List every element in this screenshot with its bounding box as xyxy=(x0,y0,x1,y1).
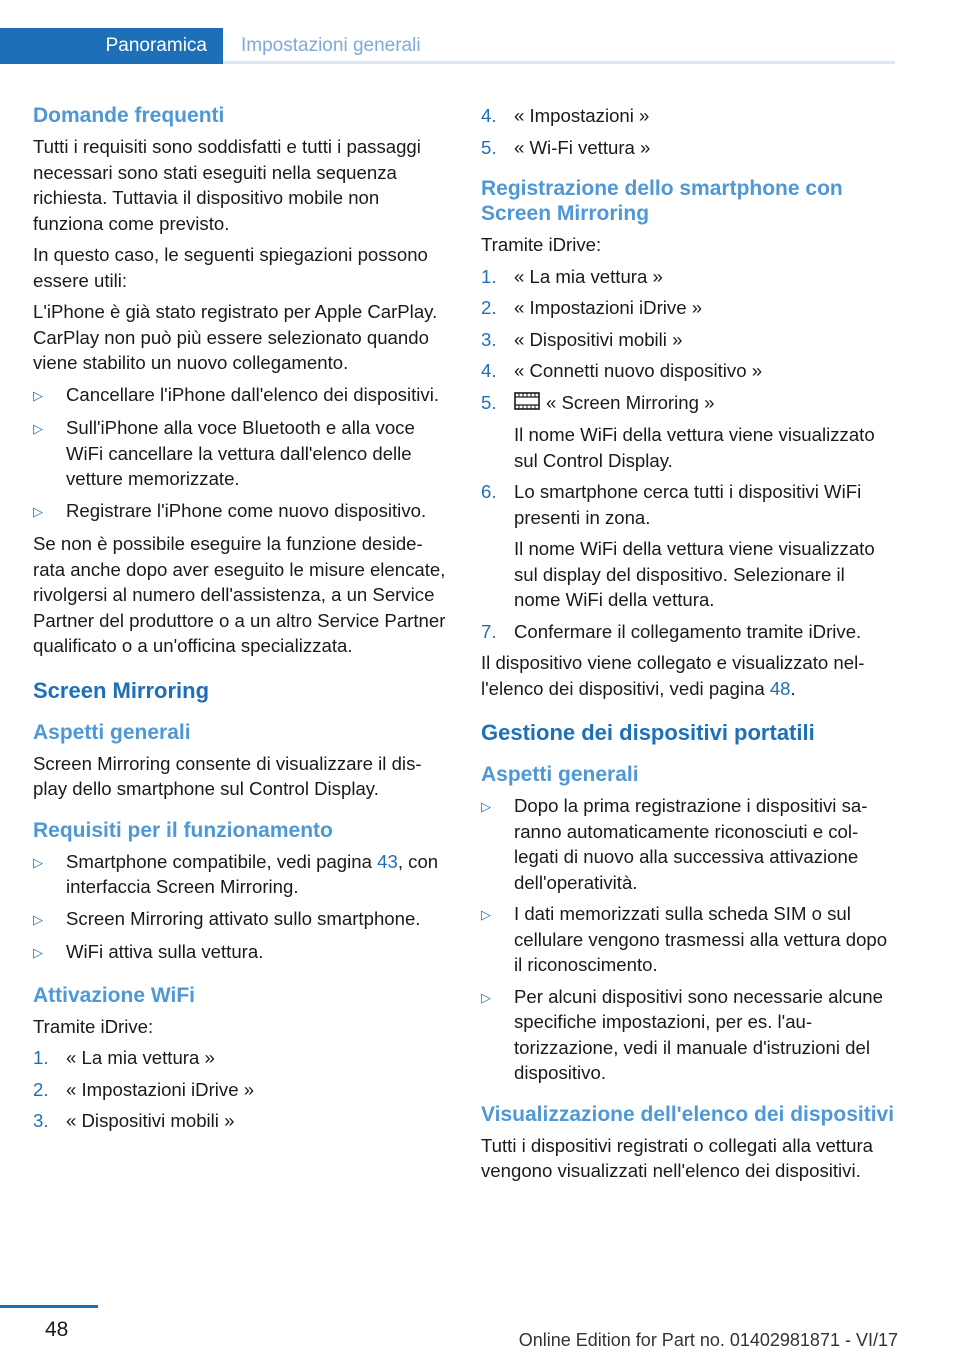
list-item xyxy=(33,382,448,410)
requirement-2: Screen Mirroring attivato sullo smartphone. xyxy=(66,907,421,929)
triangle-right-icon: ▷ xyxy=(33,503,43,519)
left-column xyxy=(33,101,448,1140)
list-item xyxy=(33,498,448,526)
step-number: 5. xyxy=(481,391,497,413)
requirement-1 xyxy=(66,849,448,900)
faq-bullet-2: Sull'iPhone alla voce Bluetooth e alla voce WiFi cancellare la vettura dall'elenco delle vetture memorizzate. xyxy=(66,417,415,489)
step-text: « Impostazioni » xyxy=(514,105,650,126)
step-number: 5. xyxy=(481,136,497,158)
step-5-body xyxy=(514,390,895,474)
registration-intro: Tramite iDrive: xyxy=(481,234,602,255)
faq-paragraph-3: L'iPhone è già stato registrato per Apple CarPlay. CarPlay non può più essere selezionato quando viene stabilito un nuovo collegamento. xyxy=(33,301,438,373)
list-item xyxy=(481,264,895,290)
management-bullet-2: I dati memorizzati sulla scheda SIM o sul cellulare vengono trasmessi alla vettura dopo il riconoscimento. xyxy=(514,903,888,976)
registration-steps-list xyxy=(481,264,895,645)
management-bullet-1: Dopo la prima registrazione i dispositivi saranno automaticamente riconosciuti e collegati di nuovo alla successiva attivazione dell'operatività. xyxy=(514,795,868,893)
screen-mirroring-heading: Screen Mirroring xyxy=(33,677,210,703)
step-text: « Dispositivi mobili » xyxy=(514,328,683,350)
step-text: « Connetti nuovo dispositivo » xyxy=(514,360,763,381)
list-item xyxy=(481,295,895,321)
list-item xyxy=(33,906,448,934)
faq-paragraph-2: In questo caso, le seguenti spiegazioni possono essere utili: xyxy=(33,244,428,291)
faq-paragraph-4: Se non è possibile eseguire la funzione desiderata anche dopo aver eseguito le misure elencate, rivolgersi al numero dell'assistenza, a un Service Partner del produttore o a un altro Service Partner qualificato o a un'officina specializzata. xyxy=(33,533,446,656)
right-column xyxy=(481,101,895,1190)
registration-result xyxy=(481,650,895,701)
triangle-right-icon: ▷ xyxy=(481,989,491,1005)
list-item xyxy=(481,619,895,645)
list-item xyxy=(481,479,895,613)
step-number: 1. xyxy=(481,265,497,287)
faq-bullet-1: Cancellare l'iPhone dall'elenco dei dispositivi. xyxy=(66,383,439,405)
registration-result-text: Il dispositivo viene collegato e visualizzato nell'elenco dei dispositivi, vedi pagina xyxy=(481,652,865,699)
device-list-paragraph: Tutti i dispositivi registrati o collegati alla vettura vengono visualizzati nell'elenco dei dispositivi. xyxy=(481,1134,874,1182)
step-6-text: Lo smartphone cerca tutti i dispositivi WiFi presenti in zona. xyxy=(514,481,862,528)
list-item xyxy=(481,390,895,474)
list-item xyxy=(481,103,895,129)
step-number: 7. xyxy=(481,620,497,642)
wifi-steps-list-continued xyxy=(481,103,895,160)
device-list-heading: Visualizzazione dell'elenco dei dispositivi xyxy=(481,1102,895,1126)
step-text: « Impostazioni iDrive » xyxy=(514,297,703,318)
tab-panoramica-label: Panoramica xyxy=(105,35,207,56)
step-6-body xyxy=(514,479,895,613)
list-item xyxy=(481,984,895,1086)
step-7-text: Confermare il collegamento tramite iDrive. xyxy=(514,620,862,642)
list-item xyxy=(481,327,895,353)
triangle-right-icon: ▷ xyxy=(33,945,43,960)
registration-result-end: . xyxy=(790,677,796,699)
step-text: « Impostazioni iDrive » xyxy=(66,1078,255,1100)
step-number: 1. xyxy=(33,1047,49,1068)
step-number: 2. xyxy=(33,1078,49,1100)
step-text: « La mia vettura » xyxy=(514,265,663,287)
faq-paragraph-1: Tutti i requisiti sono soddisfatti e tutti i passaggi necessari sono stati eseguiti nella sequenza richiesta. Tuttavia il dispositivo mobile non funziona come previsto. xyxy=(33,136,421,234)
step-5-note: Il nome WiFi della vettura viene visualizzato sul Control Display. xyxy=(514,424,875,471)
list-item xyxy=(33,1108,448,1134)
wifi-steps-list xyxy=(33,1045,448,1134)
edition-footer: Online Edition for Part no. 01402981871 - VI/17 xyxy=(518,1330,898,1350)
screen-mirroring-icon xyxy=(514,391,540,417)
faq-bullet-list xyxy=(33,382,448,526)
management-bullet-list xyxy=(481,793,895,1086)
triangle-right-icon: ▷ xyxy=(481,799,491,815)
triangle-right-icon: ▷ xyxy=(33,854,43,870)
faq-heading: Domande frequenti xyxy=(33,104,225,127)
step-5-text: « Screen Mirroring » xyxy=(546,391,715,413)
wifi-intro: Tramite iDrive: xyxy=(33,1015,154,1037)
requirement-3: WiFi attiva sulla vettura. xyxy=(66,941,264,962)
step-number: 4. xyxy=(481,105,497,126)
management-general-heading: Aspetti generali xyxy=(481,763,639,787)
list-item xyxy=(33,415,448,492)
faq-bullet-3: Registrare l'iPhone come nuovo dispositivo. xyxy=(66,499,427,521)
list-item xyxy=(481,358,895,384)
list-item xyxy=(481,901,895,978)
page-link-43[interactable]: 43 xyxy=(377,850,398,872)
step-number: 4. xyxy=(481,360,497,381)
general-paragraph: Screen Mirroring consente di visualizzare il display dello smartphone sul Control Display. xyxy=(33,752,422,799)
step-number: 3. xyxy=(481,328,497,350)
list-item xyxy=(481,793,895,895)
triangle-right-icon: ▷ xyxy=(481,907,491,923)
step-number: 2. xyxy=(481,297,497,318)
management-bullet-3: Per alcuni dispositivi sono necessarie alcune specifiche impostazioni, per es. l'autorizzazione, vedi il manuale d'istruzioni del dispositivo. xyxy=(514,985,883,1084)
list-item xyxy=(33,1077,448,1103)
requirements-list xyxy=(33,849,448,967)
triangle-right-icon: ▷ xyxy=(33,387,43,403)
requirements-heading: Requisiti per il funzionamento xyxy=(33,818,333,842)
wifi-activation-heading: Attivazione WiFi xyxy=(33,983,195,1007)
management-heading: Gestione dei dispositivi portatili xyxy=(481,720,815,746)
step-number: 6. xyxy=(481,481,497,503)
page-number: 48 xyxy=(45,1318,69,1341)
triangle-right-icon: ▷ xyxy=(33,911,43,927)
tab-impostazioni-generali[interactable] xyxy=(241,28,421,64)
page-link-48[interactable]: 48 xyxy=(769,677,791,699)
tab-panoramica[interactable] xyxy=(0,28,223,64)
step-text: « Dispositivi mobili » xyxy=(66,1110,235,1131)
footer-line xyxy=(0,1305,98,1308)
requirement-1-text: Smartphone compatibile, vedi pagina xyxy=(66,850,378,872)
tab-impostazioni-generali-label: Impostazioni generali xyxy=(241,35,421,56)
registration-heading: Registrazione dello smartphone con Screen Mirroring xyxy=(481,177,843,225)
list-item xyxy=(33,849,448,900)
list-item xyxy=(33,1045,448,1071)
list-item xyxy=(481,135,895,161)
step-number: 3. xyxy=(33,1110,49,1131)
requirement-1-text-end: , con interfaccia Screen Mirroring. xyxy=(66,850,439,897)
general-heading: Aspetti generali xyxy=(33,720,191,744)
step-6-note: Il nome WiFi della vettura viene visualizzato sul display del dispositivo. Selezionare il nome WiFi della vettura. xyxy=(514,538,875,611)
step-text: « La mia vettura » xyxy=(66,1047,215,1068)
triangle-right-icon: ▷ xyxy=(33,421,43,436)
step-text: « Wi-Fi vettura » xyxy=(514,136,651,158)
list-item xyxy=(33,939,448,967)
